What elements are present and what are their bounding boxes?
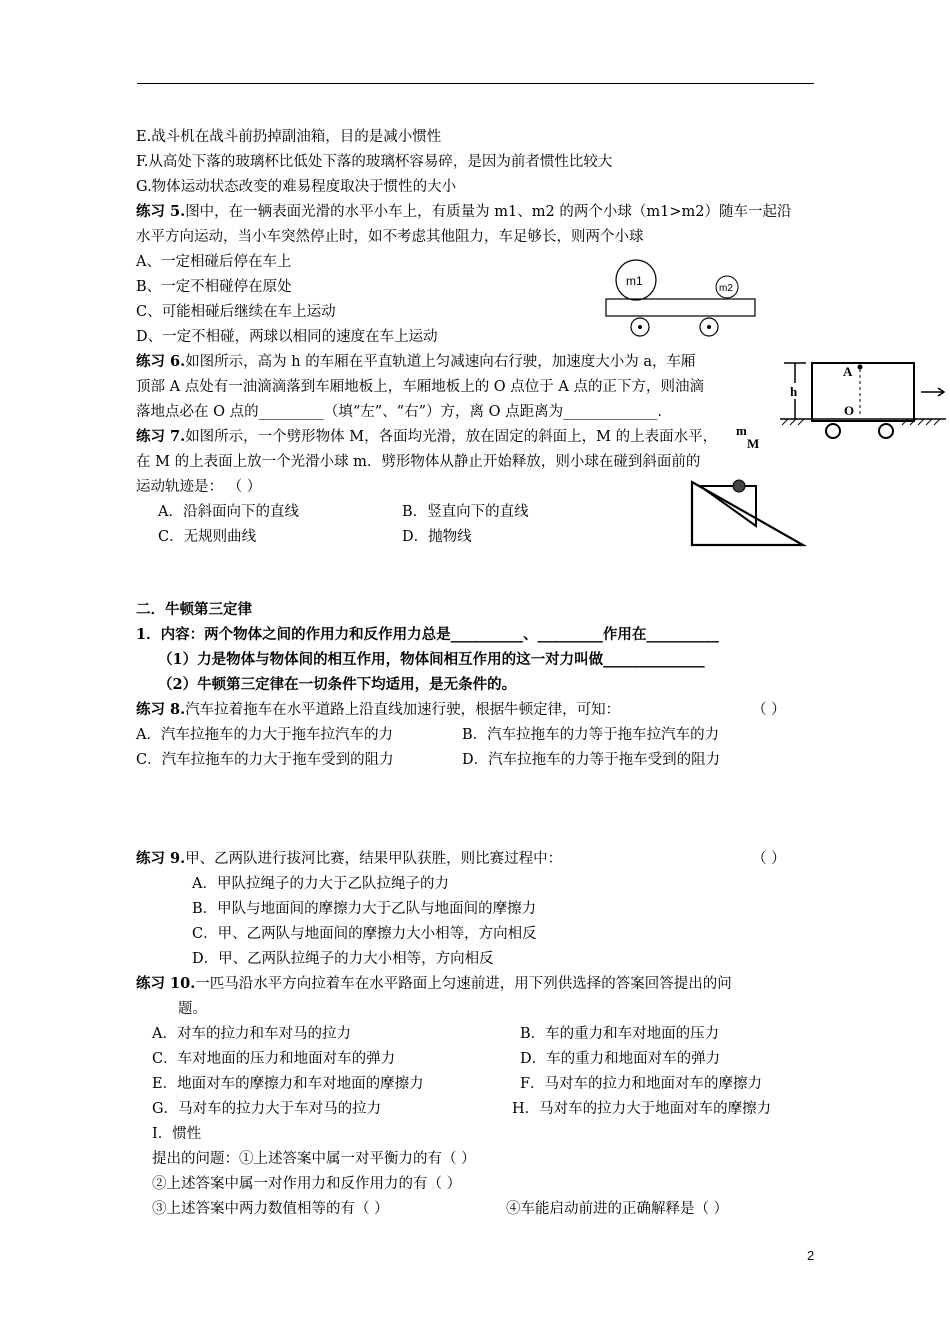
exercise-8-text: 汽车拉着拖车在水平道路上沿直线加速行驶，根据牛顿定律，可知： [185, 702, 621, 718]
exercise-10-text: 一匹马沿水平方向拉着车在水平路面上匀速前进，用下列供选择的答案回答提出的问 [195, 976, 732, 992]
option-f: F.从高处下落的玻璃杯比低处下落的玻璃杯容易碎，是因为前者惯性比较大 [136, 154, 613, 170]
exercise-9-label: 练习 9. [136, 850, 186, 867]
wedge-figure [686, 420, 810, 552]
exercise-8-option-b: B．汽车拉拖车的力等于拖车拉汽车的力 [462, 727, 720, 743]
exercise-6-text: 如图所示，高为 h 的车厢在平直轨道上匀减速向右行驶，加速度大小为 a，车厢 [185, 354, 696, 370]
header-rule [137, 83, 814, 84]
exercise-5-line2: 水平方向运动，当小车突然停止时，如不考虑其他阻力，车足够长，则两个小球 [136, 229, 644, 245]
option-e: E.战斗机在战斗前扔掉副油箱，目的是减小惯性 [136, 129, 442, 145]
law-point-1: （1）力是物体与物体间的相互作用，物体间相互作用的这一对力叫做______________ [158, 651, 705, 668]
mass-m-label: m [736, 423, 747, 438]
law-content-line: 1．内容：两个物体之间的作用力和反作用力总是__________、_________作用在__________ [136, 626, 719, 643]
exercise-7-line1 [136, 426, 717, 448]
section-heading-newton-third-law: 二．牛顿第三定律 [136, 601, 252, 618]
exercise-7-text: 如图所示，一个劈形物体 M，各面均光滑，放在固定的斜面上，M 的上表面水平， [185, 429, 718, 445]
exercise-8-option-c: C．汽车拉拖车的力大于拖车受到的阻力 [136, 752, 394, 768]
exercise-10-question-2: ②上述答案中属一对作用力和反作用力的有（ ） [152, 1176, 462, 1192]
exercise-8-line1 [136, 699, 620, 721]
exercise-5-option-b: B、一定不相碰停在原处 [136, 279, 292, 295]
option-g: G.物体运动状态改变的难易程度取决于惯性的大小 [136, 179, 457, 195]
exercise-7-line2: 在 M 的上表面上放一个光滑小球 m．劈形物体从静止开始释放，则小球在碰到斜面前的 [136, 454, 701, 470]
exercise-10-label: 练习 10. [136, 975, 196, 992]
law-point-2: （2）牛顿第三定律在一切条件下均适用，是无条件的。 [158, 676, 517, 693]
exercise-8-option-a: A．汽车拉拖车的力大于拖车拉汽车的力 [136, 727, 393, 743]
page-number: 2 [807, 1248, 815, 1263]
exercise-9-line1 [136, 848, 562, 870]
exercise-7-option-c: C．无规则曲线 [158, 529, 257, 545]
ball-m2-label: m2 [719, 283, 733, 294]
exercise-10-line1 [136, 973, 732, 995]
exercise-9-answer-paren: （ ） [752, 851, 786, 867]
exercise-8-label: 练习 8. [136, 701, 186, 718]
exercise-10-option-h: H．马对车的拉力大于地面对车的摩擦力 [512, 1101, 772, 1117]
exercise-10-question-1: 提出的问题：①上述答案中属一对平衡力的有（ ） [152, 1151, 476, 1167]
exercise-10-option-d: D．车的重力和地面对车的弹力 [520, 1051, 721, 1067]
exercise-9-option-b: B．甲队与地面间的摩擦力大于乙队与地面间的摩擦力 [192, 901, 537, 917]
exercise-10-question-3: ③上述答案中两力数值相等的有（ ） [152, 1201, 389, 1217]
exercise-7-line3: 运动轨迹是： （ ） [136, 479, 262, 495]
ball-m1-label: m1 [626, 274, 643, 288]
exercise-8-option-d: D．汽车拉拖车的力等于拖车受到的阻力 [462, 752, 721, 768]
exercise-5-option-d: D、一定不相碰，两球以相同的速度在车上运动 [136, 329, 438, 345]
exercise-7-option-b: B．竖直向下的直线 [402, 504, 529, 520]
exercise-10-question-4: ④车能启动前进的正确解释是（ ） [506, 1201, 729, 1217]
exercise-6-line3: 落地点必在 O 点的_________（填“左”、“右”）方，离 O 点距离为_____________. [136, 404, 662, 420]
exercise-9-option-a: A．甲队拉绳子的力大于乙队拉绳子的力 [192, 876, 449, 892]
exercise-5-line1 [136, 201, 791, 223]
exercise-10-line2: 题。 [178, 1001, 207, 1017]
exercise-7-label: 练习 7. [136, 428, 186, 445]
exercise-5-option-c: C、可能相碰后继续在车上运动 [136, 304, 336, 320]
exercise-10-option-a: A．对车的拉力和车对马的拉力 [152, 1026, 351, 1042]
exercise-10-option-f: F．马对车的拉力和地面对车的摩擦力 [520, 1076, 763, 1092]
point-o-label: O [844, 403, 855, 418]
exercise-6-label: 练习 6. [136, 353, 186, 370]
exercise-10-option-c: C．车对地面的压力和地面对车的弹力 [152, 1051, 396, 1067]
mass-big-m-label: M [747, 436, 760, 451]
exercise-5-label: 练习 5. [136, 203, 186, 220]
cart-figure [600, 255, 762, 345]
exercise-10-option-i: I．惯性 [152, 1126, 202, 1142]
exercise-10-option-b: B．车的重力和车对地面的压力 [520, 1026, 720, 1042]
height-h-label: h [790, 384, 798, 399]
exercise-6-line2: 顶部 A 点处有一油滴滴落到车厢地板上，车厢地板上的 O 点位于 A 点的正下方，则油滴 [136, 379, 704, 395]
exercise-10-option-e: E．地面对车的摩擦力和车对地面的摩擦力 [152, 1076, 424, 1092]
exercise-9-option-c: C．甲、乙两队与地面间的摩擦力大小相等，方向相反 [192, 926, 537, 942]
exercise-10-option-g: G．马对车的拉力大于车对马的拉力 [152, 1101, 382, 1117]
exercise-6-line1 [136, 351, 696, 373]
exercise-5-text: 图中，在一辆表面光滑的水平小车上，有质量为 m1、m2 的两个小球（m1>m2）随车一起沿 [185, 204, 792, 220]
exercise-5-option-a: A、一定相碰后停在车上 [136, 254, 292, 270]
exercise-8-answer-paren: （ ） [752, 702, 786, 718]
point-a-label: A [843, 364, 853, 379]
exercise-9-option-d: D．甲、乙两队拉绳子的力大小相等，方向相反 [192, 951, 494, 967]
exercise-7-option-a: A．沿斜面向下的直线 [158, 504, 299, 520]
exercise-9-text: 甲、乙两队进行拔河比赛，结果甲队获胜，则比赛过程中： [185, 851, 563, 867]
exercise-7-option-d: D．抛物线 [402, 529, 472, 545]
